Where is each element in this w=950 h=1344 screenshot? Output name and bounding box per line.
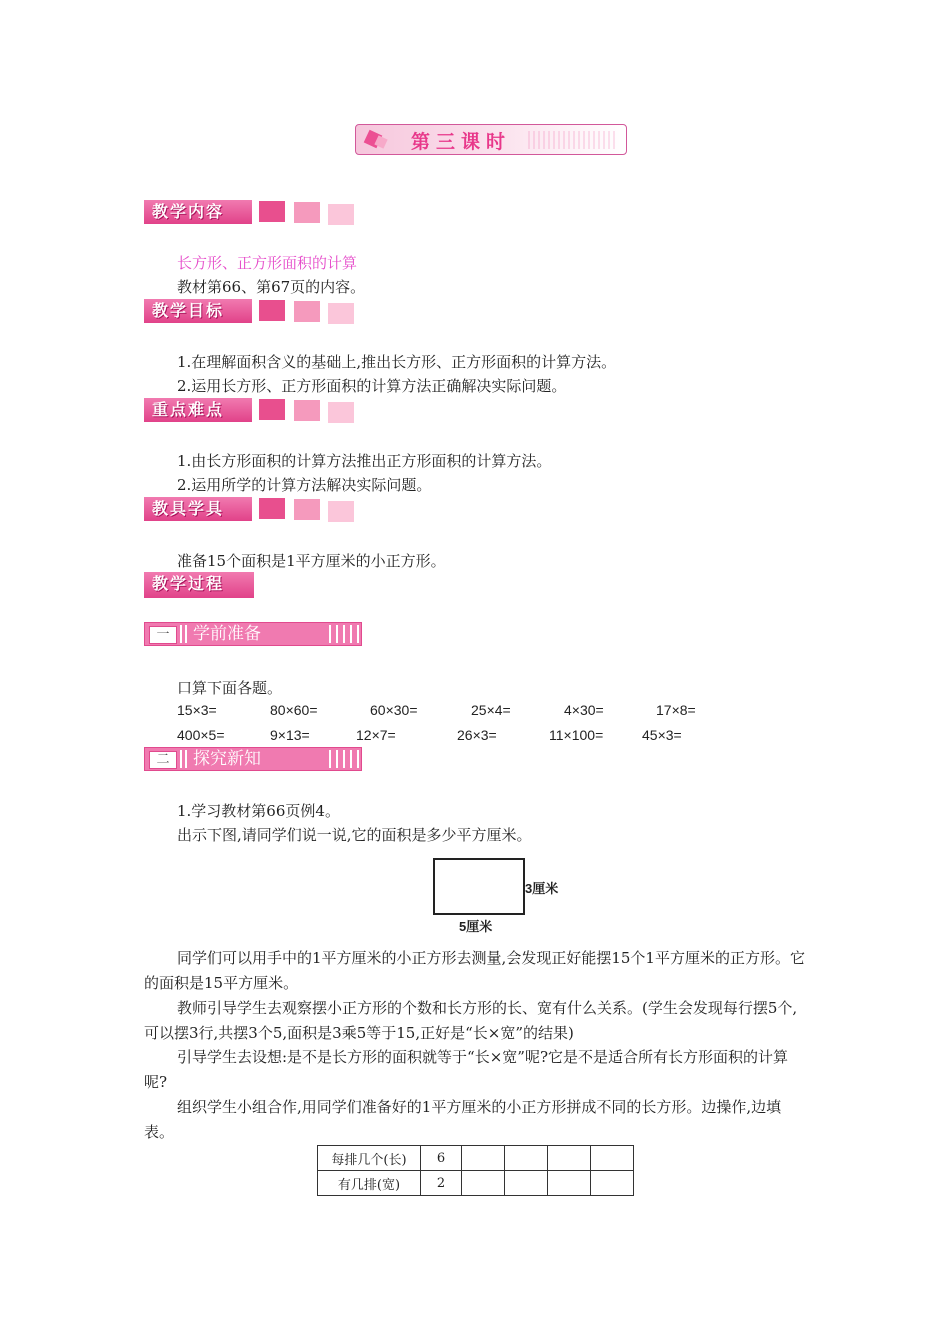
calc-item: 80×60=: [270, 702, 318, 718]
step-1-intro: 口算下面各题。: [177, 679, 283, 697]
table-row: [318, 1146, 634, 1171]
paragraph-3: 引导学生去设想:是不是长方形的面积就等于“长×宽”呢?它是不是适合所有长方形面积的计算呢?: [144, 1048, 789, 1091]
deco-square-3: [328, 402, 354, 423]
step-2-number: 二: [149, 751, 177, 769]
table-cell-label: 每排几个(长): [318, 1146, 421, 1171]
table-cell-label: 有几排(宽): [318, 1171, 421, 1196]
section-label-key-points: 重点难点: [144, 398, 252, 422]
table-cell-value: 6: [421, 1146, 462, 1171]
lesson-banner: [355, 124, 627, 155]
paragraph-4: 组织学生小组合作,用同学们准备好的1平方厘米的小正方形拼成不同的长方形。边操作,边填表。: [144, 1098, 782, 1141]
deco-square-2: [294, 499, 320, 520]
step-stripes: [329, 750, 359, 768]
table-cell-empty[interactable]: [591, 1146, 634, 1171]
section-label-content: 教学内容: [144, 200, 252, 224]
calc-item: 17×8=: [656, 702, 696, 718]
rectangle-height-label: 3厘米: [525, 881, 559, 896]
step-1-header: [144, 622, 362, 646]
calc-item: 26×3=: [457, 727, 497, 743]
section-label-tools: 教具学具: [144, 497, 252, 521]
banner-stripes: [528, 131, 618, 149]
step-2-header: [144, 747, 362, 771]
table-cell-empty[interactable]: [548, 1146, 591, 1171]
calc-item: 9×13=: [270, 727, 310, 743]
deco-square-2: [294, 301, 320, 322]
step-divider: [185, 750, 187, 768]
deco-square-2: [294, 202, 320, 223]
lesson-title: 第三课时: [411, 131, 512, 153]
deco-square-1: [259, 300, 285, 321]
step-stripes: [329, 625, 359, 643]
paragraph-1: 同学们可以用手中的1平方厘米的小正方形去测量,会发现正好能摆15个1平方厘米的正方形。它的面积是15平方厘米。: [144, 949, 805, 992]
step-divider: [180, 750, 182, 768]
rectangle-width-label: 5厘米: [459, 919, 493, 934]
calc-item: 60×30=: [370, 702, 418, 718]
step-2-line-1: 1.学习教材第66页例4。: [177, 802, 340, 820]
calc-item: 11×100=: [549, 727, 604, 743]
tools-line: 准备15个面积是1平方厘米的小正方形。: [177, 552, 446, 570]
step-2-title: 探究新知: [193, 749, 261, 769]
table-cell-empty[interactable]: [462, 1146, 505, 1171]
deco-square-1: [259, 399, 285, 420]
step-2-line-2: 出示下图,请同学们说一说,它的面积是多少平方厘米。: [177, 826, 532, 844]
content-topic: 长方形、正方形面积的计算: [177, 254, 358, 272]
calc-item: 4×30=: [564, 702, 604, 718]
rectangle-figure: [433, 858, 525, 915]
calc-item: 25×4=: [471, 702, 511, 718]
content-pages: 教材第66、第67页的内容。: [177, 278, 366, 296]
calc-item: 15×3=: [177, 702, 217, 718]
deco-square-3: [328, 501, 354, 522]
deco-square-1: [259, 498, 285, 519]
deco-square-1: [259, 201, 285, 222]
goal-2: 2.运用长方形、正方形面积的计算方法正确解决实际问题。: [177, 377, 567, 395]
step-divider: [185, 625, 187, 643]
table-cell-empty[interactable]: [462, 1171, 505, 1196]
deco-square-2: [294, 400, 320, 421]
deco-square-3: [328, 303, 354, 324]
table-cell-empty[interactable]: [505, 1171, 548, 1196]
table-row: [318, 1171, 634, 1196]
paragraph-2: 教师引导学生去观察摆小正方形的个数和长方形的长、宽有什么关系。(学生会发现每行摆5个,可以摆3行,共摆3个5,面积是3乘5等于15,正好是“长×宽”的结果): [144, 999, 798, 1042]
table-cell-empty[interactable]: [548, 1171, 591, 1196]
key-point-1: 1.由长方形面积的计算方法推出正方形面积的计算方法。: [177, 452, 552, 470]
fill-table: [317, 1145, 634, 1196]
calc-item: 45×3=: [642, 727, 682, 743]
key-point-2: 2.运用所学的计算方法解决实际问题。: [177, 476, 432, 494]
table-cell-empty[interactable]: [591, 1171, 634, 1196]
step-1-title: 学前准备: [193, 624, 261, 644]
goal-1: 1.在理解面积含义的基础上,推出长方形、正方形面积的计算方法。: [177, 353, 617, 371]
deco-square-3: [328, 204, 354, 225]
calc-item: 400×5=: [177, 727, 225, 743]
step-1-number: 一: [149, 626, 177, 644]
section-label-process: 教学过程: [144, 572, 254, 598]
section-label-goals: 教学目标: [144, 299, 252, 323]
calc-item: 12×7=: [356, 727, 396, 743]
table-cell-empty[interactable]: [505, 1146, 548, 1171]
table-cell-value: 2: [421, 1171, 462, 1196]
step-divider: [180, 625, 182, 643]
